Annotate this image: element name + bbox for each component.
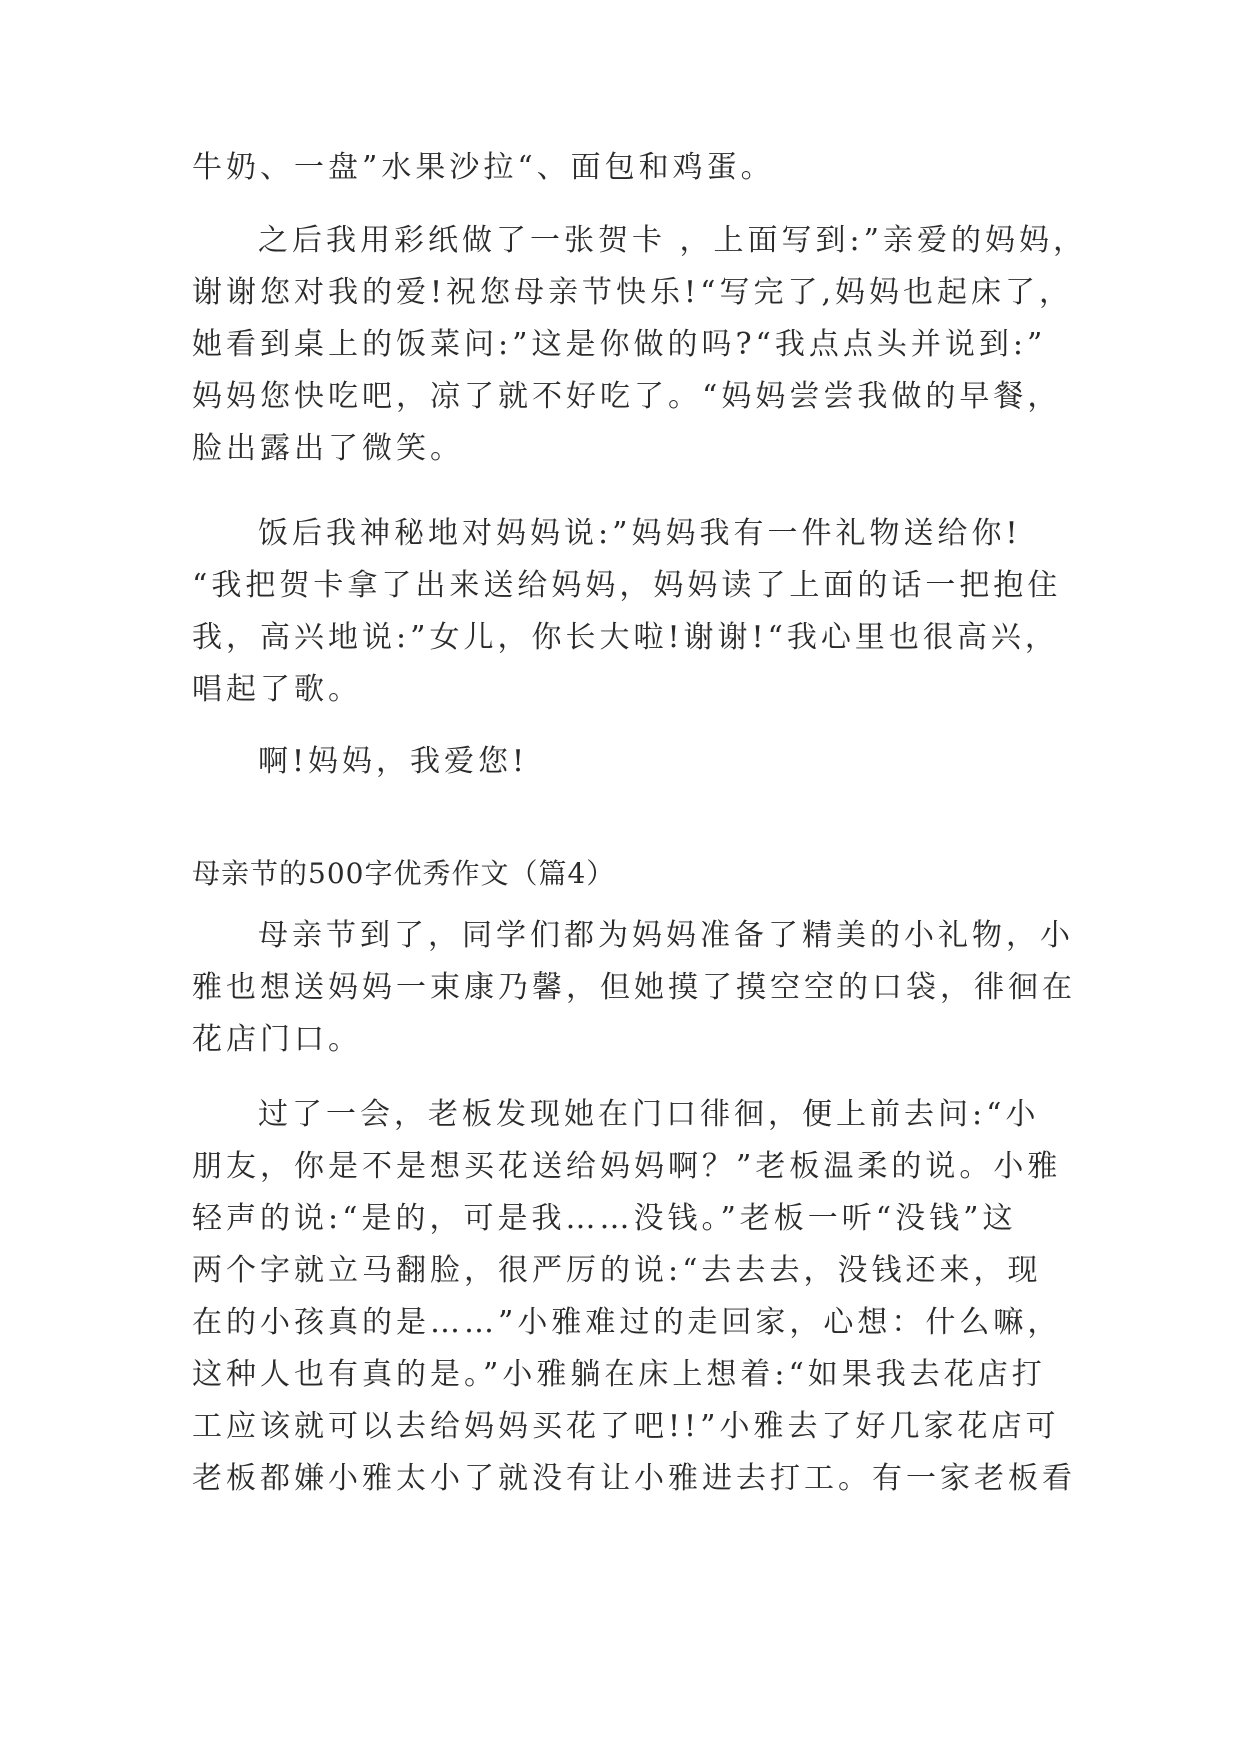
paragraph-line: 她看到桌上的饭菜问:”这是你做的吗?“我点点头并说到:” — [192, 327, 1047, 362]
paragraph-line: 母亲节到了，同学们都为妈妈准备了精美的小礼物，小 — [258, 918, 1074, 953]
paragraph-line: 轻声的说:“是的，可是我……没钱。”老板一听“没钱”这 — [192, 1201, 1017, 1236]
paragraph-line: 啊!妈妈，我爱您! — [258, 744, 529, 779]
paragraph-line: 在的小孩真的是……”小雅难过的走回家，心想：什么嘛， — [192, 1305, 1062, 1340]
paragraph-line: 唱起了歌。 — [192, 672, 362, 707]
paragraph-line: 过了一会，老板发现她在门口徘徊，便上前去问:“小 — [258, 1097, 1040, 1132]
paragraph-line: 牛奶、一盘”水果沙拉“、面包和鸡蛋。 — [192, 150, 775, 185]
paragraph-line: 之后我用彩纸做了一张贺卡 ，上面写到:”亲爱的妈妈， — [258, 223, 1087, 258]
paragraph-line: 老板都嫌小雅太小了就没有让小雅进去打工。有一家老板看 — [192, 1461, 1076, 1496]
paragraph-line: 饭后我神秘地对妈妈说:”妈妈我有一件礼物送给你! — [258, 516, 1022, 551]
paragraph-line: 工应该就可以去给妈妈买花了吧!!”小雅去了好几家花店可 — [192, 1409, 1060, 1444]
paragraph-line: 谢谢您对我的爱!祝您母亲节快乐!“写完了,妈妈也起床了， — [192, 275, 1073, 310]
paragraph-line: “我把贺卡拿了出来送给妈妈，妈妈读了上面的话一把抱住 — [192, 568, 1062, 603]
paragraph-line: 花店门口。 — [192, 1022, 362, 1057]
paragraph-line: 这种人也有真的是。”小雅躺在床上想着:“如果我去花店打 — [192, 1357, 1046, 1392]
paragraph-line: 雅也想送妈妈一束康乃馨，但她摸了摸空空的口袋，徘徊在 — [192, 970, 1076, 1005]
paragraph-line: 我，高兴地说:”女儿，你长大啦!谢谢!“我心里也很高兴， — [192, 620, 1059, 655]
paragraph-line: 脸出露出了微笑。 — [192, 431, 464, 466]
paragraph-line: 朋友，你是不是想买花送给妈妈啊？”老板温柔的说。小雅 — [192, 1149, 1062, 1184]
section-heading: 母亲节的500字优秀作文（篇4） — [192, 857, 616, 890]
paragraph-line: 两个字就立马翻脸，很严厉的说:“去去去，没钱还来，现 — [192, 1253, 1042, 1288]
paragraph-line: 妈妈您快吃吧，凉了就不好吃了。“妈妈尝尝我做的早餐， — [192, 379, 1062, 414]
